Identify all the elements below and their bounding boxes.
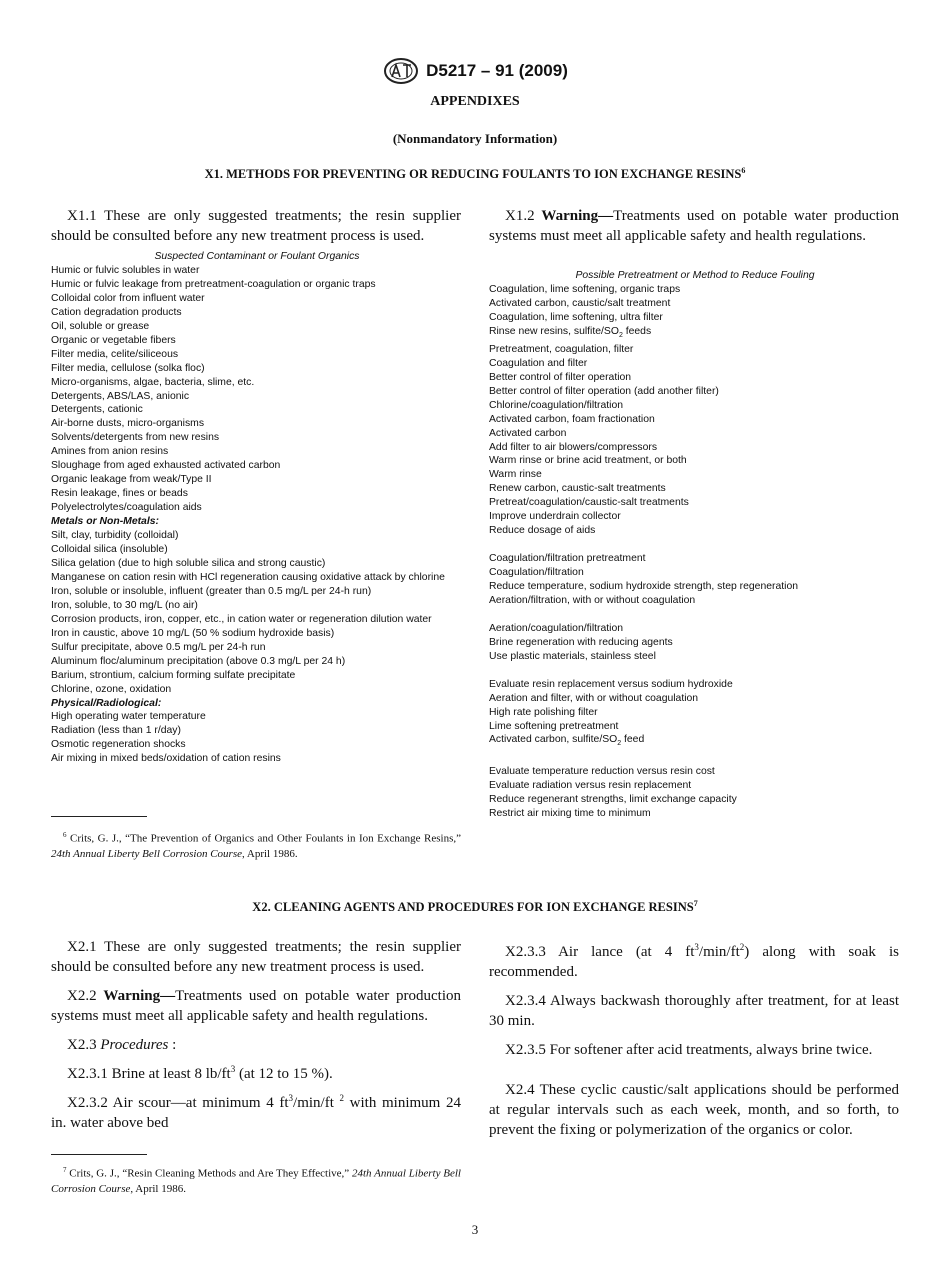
list-item: Warm rinse or brine acid treatment, or both xyxy=(489,455,687,467)
list-item: Coagulation and filter xyxy=(489,357,588,369)
list-item: Colloidal silica (insoluble) xyxy=(51,544,168,556)
x1-heading-text: X1. METHODS FOR PREVENTING OR REDUCING FOULANTS TO ION EXCHANGE RESINS xyxy=(204,167,742,182)
list-item xyxy=(489,733,901,751)
list-spacer xyxy=(489,538,901,552)
superscript: 3 xyxy=(230,1064,236,1074)
list-item: Add filter to air blowers/compressors xyxy=(489,441,658,453)
list-item: Aeration/coagulation/filtration xyxy=(489,622,624,634)
physical-subheader: Physical/Radiological: xyxy=(51,697,162,709)
footnote-7-source: 24th Annual Liberty Bell Corrosion Course xyxy=(51,1167,461,1195)
list-item: Reduce regenerant strengths, limit exchange capacity xyxy=(489,794,737,806)
x1-1-paragraph xyxy=(51,206,461,246)
list-item: Humic or fulvic solubles in water xyxy=(51,264,200,276)
list-item: Sloughage from aged exhausted activated carbon xyxy=(51,460,281,472)
x1-2-text: Treatments used on potable water production systems must meet all applicable safety and health regulations. xyxy=(489,208,900,244)
superscript: 3 xyxy=(694,942,699,952)
list-item: Brine regeneration with reducing agents xyxy=(489,636,673,648)
x1-2-paragraph xyxy=(489,206,899,246)
list-item: Better control of filter operation xyxy=(489,371,632,383)
x2-footnote-ref: 7 xyxy=(693,899,698,908)
so2-feed-suffix: feed xyxy=(621,734,645,746)
x2-4-paragraph xyxy=(489,1080,899,1140)
list-item: Warm rinse xyxy=(489,469,542,481)
x2-2-warning: Warning— xyxy=(103,988,176,1004)
page-number: 3 xyxy=(471,1222,479,1237)
x2-3-3-text: X2.3.3 Air lance (at 4 ft xyxy=(505,944,695,960)
list-item: Evaluate radiation versus resin replacement xyxy=(489,780,692,792)
footnote-6-date: , April 1986. xyxy=(241,847,298,860)
x1-footnote-ref: 6 xyxy=(741,166,746,175)
list-item: Iron in caustic, above 10 mg/L (50 % sodium hydroxide basis) xyxy=(51,627,335,639)
x2-3-num: X2.3 xyxy=(67,1037,97,1053)
x2-3-5-text: X2.3.5 For softener after acid treatments, always brine twice. xyxy=(505,1042,873,1058)
contaminant-list xyxy=(51,250,463,766)
x1-1-text: X1.1 These are only suggested treatments; the resin supplier should be consulted before any new treatment process is used. xyxy=(51,208,461,244)
x2-right-column xyxy=(489,937,899,1149)
pretreatment-list xyxy=(489,269,901,821)
x2-3-1-paragraph xyxy=(51,1059,461,1084)
appendixes-title: APPENDIXES xyxy=(430,94,520,109)
x2-3-procedures: Procedures xyxy=(100,1037,169,1053)
so2-feeds-text: Rinse new resins, sulfite/SO xyxy=(489,325,619,337)
list-item: Filter media, cellulose (solka floc) xyxy=(51,362,205,374)
list-item: Chlorine/coagulation/filtration xyxy=(489,399,624,411)
list-item: Use plastic materials, stainless steel xyxy=(489,650,656,662)
list-spacer xyxy=(489,608,901,622)
x2-1-paragraph xyxy=(51,937,461,977)
list-item: Detergents, cationic xyxy=(51,404,143,416)
contaminant-list-header: Suspected Contaminant or Foulant Organics xyxy=(154,251,360,262)
list-item: Polyelectrolytes/coagulation aids xyxy=(51,502,202,514)
x2-1-text: X2.1 These are only suggested treatments; the resin supplier should be consulted before any new treatment process is used. xyxy=(51,939,461,975)
x2-2-num: X2.2 xyxy=(67,988,97,1004)
list-item: Colloidal color from influent water xyxy=(51,292,205,304)
list-item: Filter media, celite/siliceous xyxy=(51,348,179,360)
metals-subheader: Metals or Non-Metals: xyxy=(51,516,159,528)
list-item: Pretreatment, coagulation, filter xyxy=(489,343,634,355)
list-item: High rate polishing filter xyxy=(489,706,598,718)
x2-2-paragraph xyxy=(51,986,461,1026)
x2-3-3-paragraph xyxy=(489,937,899,982)
footnote-divider xyxy=(51,1154,147,1155)
document-header xyxy=(0,56,950,91)
x2-left-column xyxy=(51,937,461,1137)
list-item: Evaluate temperature reduction versus resin cost xyxy=(489,766,715,778)
x1-heading xyxy=(0,166,950,182)
x2-heading xyxy=(0,899,950,915)
pretreatment-list-header: Possible Pretreatment or Method to Reduce Fouling xyxy=(575,270,815,281)
footnote-7-number: 7 xyxy=(63,1166,67,1174)
list-item: Coagulation/filtration xyxy=(489,567,584,579)
astm-logo-icon xyxy=(382,56,420,86)
nonmandatory-note: (Nonmandatory Information) xyxy=(392,131,558,146)
list-item: Chlorine, ozone, oxidation xyxy=(51,683,172,695)
list-item: Better control of filter operation (add another filter) xyxy=(489,385,719,397)
list-item: Activated carbon, foam fractionation xyxy=(489,413,655,425)
list-spacer xyxy=(489,664,901,678)
x2-3-paragraph xyxy=(51,1035,461,1055)
x2-3-1-text: X2.3.1 Brine at least 8 lb/ft xyxy=(67,1066,231,1082)
list-item: Humic or fulvic leakage from pretreatment-coagulation or organic traps xyxy=(51,278,376,290)
list-item: Coagulation/filtration pretreatment xyxy=(489,553,646,565)
so2-feed-text: Activated carbon, sulfite/SO xyxy=(489,734,618,746)
footnote-6 xyxy=(51,828,461,862)
list-item: Reduce dosage of aids xyxy=(489,525,596,537)
list-item: Coagulation, lime softening, ultra filter xyxy=(489,311,663,323)
footnote-6-text: Crits, G. J., “The Prevention of Organics and Other Foulants in Ion Exchange Resins,” xyxy=(66,832,461,845)
x2-3-2-mid: /min/ft xyxy=(293,1095,340,1111)
list-item: Coagulation, lime softening, organic traps xyxy=(489,283,681,295)
superscript: 2 xyxy=(339,1093,345,1103)
footnote-6-number: 6 xyxy=(63,831,67,839)
list-item: Organic or vegetable fibers xyxy=(51,334,176,346)
superscript: 2 xyxy=(739,942,745,952)
list-item: Radiation (less than 1 r/day) xyxy=(51,725,181,737)
list-item: Oil, soluble or grease xyxy=(51,320,150,332)
list-item: Aeration/filtration, with or without coagulation xyxy=(489,594,696,606)
footnote-divider xyxy=(51,816,147,817)
x2-4-text: X2.4 These cyclic caustic/salt applications should be performed at regular intervals such as each week, month, and so forth, to prevent the fixing or polymerization of the organics or color. xyxy=(489,1082,899,1138)
list-item: Amines from anion resins xyxy=(51,446,169,458)
list-spacer xyxy=(489,752,901,766)
list-item: Solvents/detergents from new resins xyxy=(51,432,220,444)
x2-3-4-paragraph xyxy=(489,991,899,1031)
x2-3-3-suffix: ) along with soak is recommended. xyxy=(489,944,899,980)
so2-subscript: 2 xyxy=(618,331,623,339)
x2-heading-text: X2. CLEANING AGENTS AND PROCEDURES FOR ION EXCHANGE RESINS xyxy=(252,900,694,915)
x2-3-3-mid: /min/ft xyxy=(698,944,740,960)
so2-subscript: 2 xyxy=(617,740,622,748)
so2-feeds-suffix: feeds xyxy=(622,325,652,337)
x2-3-5-paragraph xyxy=(489,1040,899,1060)
list-item: Silt, clay, turbidity (colloidal) xyxy=(51,530,179,542)
x2-3-4-text: X2.3.4 Always backwash thoroughly after treatment, for at least 30 min. xyxy=(489,993,899,1029)
list-item: Silica gelation (due to high soluble silica and strong caustic) xyxy=(51,557,326,569)
list-item: Iron, soluble, to 30 mg/L (no air) xyxy=(51,599,198,611)
x2-3-2-paragraph xyxy=(51,1088,461,1133)
x1-2-num: X1.2 xyxy=(505,208,535,224)
footnote-7-text: Crits, G. J., “Resin Cleaning Methods and Are They Effective,” xyxy=(66,1167,352,1180)
list-item: Air mixing in mixed beds/oxidation of cation resins xyxy=(51,753,281,765)
footnote-7 xyxy=(51,1163,461,1197)
list-item: Micro-organisms, algae, bacteria, slime, etc. xyxy=(51,376,255,388)
list-item: High operating water temperature xyxy=(51,711,206,723)
list-item: Cation degradation products xyxy=(51,306,182,318)
x1-2-warning: Warning— xyxy=(541,208,614,224)
footnote-6-source: 24th Annual Liberty Bell Corrosion Course xyxy=(51,847,242,860)
list-item: Organic leakage from weak/Type II xyxy=(51,474,212,486)
x2-3-1-suffix: (at 12 to 15 %). xyxy=(235,1066,333,1082)
list-item: Evaluate resin replacement versus sodium hydroxide xyxy=(489,678,733,690)
list-item: Resin leakage, fines or beads xyxy=(51,488,188,500)
list-item: Osmotic regeneration shocks xyxy=(51,739,186,751)
x2-2-text: Treatments used on potable water production systems must meet all applicable safety and health regulations. xyxy=(51,988,462,1024)
list-item xyxy=(489,325,901,343)
list-item: Aeration and filter, with or without coagulation xyxy=(489,692,699,704)
list-item: Sulfur precipitate, above 0.5 mg/L per 24-h run xyxy=(51,641,266,653)
list-item: Restrict air mixing time to minimum xyxy=(489,808,651,820)
list-item: Renew carbon, caustic-salt treatments xyxy=(489,483,666,495)
list-item: Barium, strontium, calcium forming sulfate precipitate xyxy=(51,669,296,681)
x2-3-2-text: X2.3.2 Air scour—at minimum 4 ft xyxy=(67,1095,289,1111)
standard-designation: D5217 – 91 (2009) xyxy=(426,61,568,80)
list-item: Manganese on cation resin with HCl regeneration causing oxidative attack by chlorine xyxy=(51,571,445,583)
list-item: Detergents, ABS/LAS, anionic xyxy=(51,390,190,402)
list-item: Aluminum floc/aluminum precipitation (above 0.3 mg/L per 24 h) xyxy=(51,655,346,667)
x2-3-2-suffix: with minimum 24 in. water above bed xyxy=(51,1095,461,1131)
list-item: Lime softening pretreatment xyxy=(489,720,619,732)
list-item: Iron, soluble or insoluble, influent (greater than 0.5 mg/L per 24-h run) xyxy=(51,585,372,597)
list-item: Pretreat/coagulation/caustic-salt treatments xyxy=(489,497,689,509)
list-item: Corrosion products, iron, copper, etc., in cation water or regeneration dilution water xyxy=(51,613,432,625)
footnote-7-date: , April 1986. xyxy=(130,1182,186,1195)
superscript: 3 xyxy=(288,1093,294,1103)
list-item: Activated carbon, caustic/salt treatment xyxy=(489,297,671,309)
list-item: Reduce temperature, sodium hydroxide strength, step regeneration xyxy=(489,581,799,593)
x2-3-colon: : xyxy=(168,1037,177,1053)
list-item: Activated carbon xyxy=(489,427,567,439)
list-item: Improve underdrain collector xyxy=(489,511,621,523)
list-item: Air-borne dusts, micro-organisms xyxy=(51,418,205,430)
